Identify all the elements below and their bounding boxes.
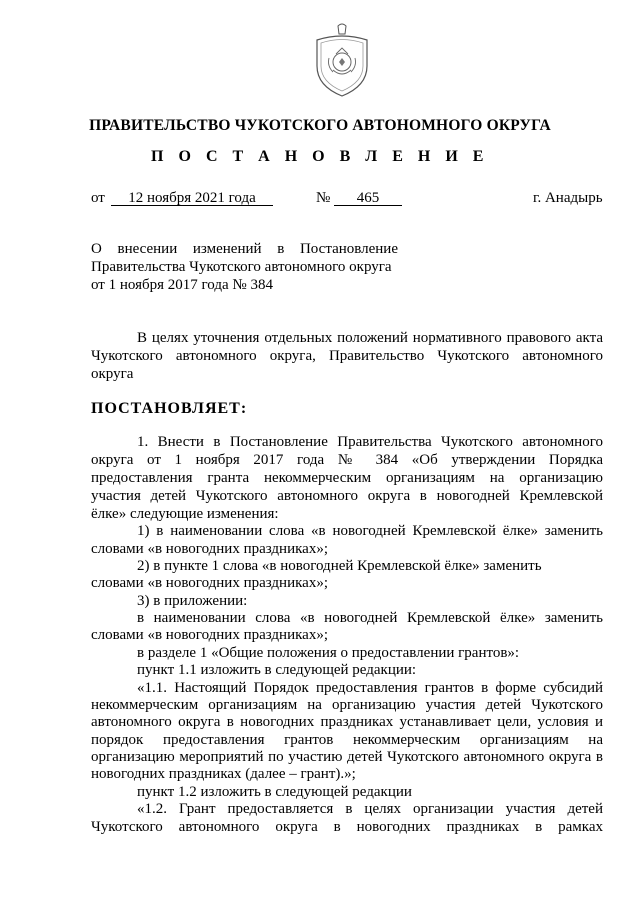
document-date: 12 ноября 2021 года (111, 190, 273, 207)
body-line: словами «в новогодних праздниках»; (91, 541, 328, 557)
document-place: г. Анадырь (533, 190, 603, 206)
body-line: предоставления гранта некоммерческим организациям на организацию (91, 470, 603, 486)
body-line: 3) в приложении: (137, 593, 248, 609)
coat-of-arms-emblem (311, 22, 373, 100)
body-line: Чукотского автономного округа в новогодних праздниках в рамках (91, 819, 603, 835)
body-line: порядок предоставления грантов некоммерческим организациям на (91, 732, 603, 748)
resolves-heading: ПОСТАНОВЛЯЕТ: (91, 400, 248, 417)
document-type-title: П О С Т А Н О В Л Е Н И Е (151, 148, 489, 165)
body-line: в наименовании слова «в новогодней Кремлевской ёлке» заменить (137, 610, 603, 626)
body-line: ёлке» следующие изменения: (91, 506, 279, 522)
preamble-line: В целях уточнения отдельных положений нормативного правового акта (137, 330, 603, 346)
body-line: словами «в новогодних праздниках»; (91, 627, 328, 643)
subject-line: О внесении изменений в Постановление (91, 241, 398, 257)
body-line: автономного округа в новогодних праздниках устанавливает цели, условия и (91, 714, 603, 730)
date-prefix: от (91, 190, 105, 206)
body-line: организацию мероприятий по участию детей Чукотского автономного округа в (91, 749, 603, 765)
body-line: участия детей Чукотского автономного округа в новогодней Кремлевской (91, 488, 603, 504)
body-line: 1) в наименовании слова «в новогодней Кремлевской ёлке» заменить (137, 523, 603, 539)
preamble-line: Чукотского автономного округа, Правительство Чукотского автономного (91, 348, 603, 364)
body-line: словами «в новогодних праздниках»; (91, 575, 328, 591)
organization-title: ПРАВИТЕЛЬСТВО ЧУКОТСКОГО АВТОНОМНОГО ОКРУГА (89, 117, 551, 134)
preamble-line: округа (91, 366, 134, 382)
body-line: 1. Внести в Постановление Правительства Чукотского автономного (137, 434, 603, 450)
document-number: 465 (334, 190, 402, 207)
body-line: пункт 1.2 изложить в следующей редакции (137, 784, 412, 800)
body-line: «1.1. Настоящий Порядок предоставления грантов в форме субсидий (137, 680, 603, 696)
body-line: пункт 1.1 изложить в следующей редакции: (137, 662, 417, 678)
body-line: в разделе 1 «Общие положения о предоставлении грантов»: (137, 645, 520, 661)
number-prefix: № (316, 190, 331, 206)
subject-line: от 1 ноября 2017 года № 384 (91, 277, 273, 293)
subject-line: Правительства Чукотского автономного округа (91, 259, 392, 275)
body-line: 2) в пункте 1 слова «в новогодней Кремлевской ёлке» заменить (137, 558, 542, 574)
body-line: «1.2. Грант предоставляется в целях организации участия детей (137, 801, 603, 817)
body-line: новогодних праздниках (далее – грант).»; (91, 766, 356, 782)
body-line: округа от 1 ноября 2017 года № 384 «Об утверждении Порядка (91, 452, 603, 468)
body-line: некоммерческим организациям на организацию участия детей Чукотского (91, 697, 603, 713)
